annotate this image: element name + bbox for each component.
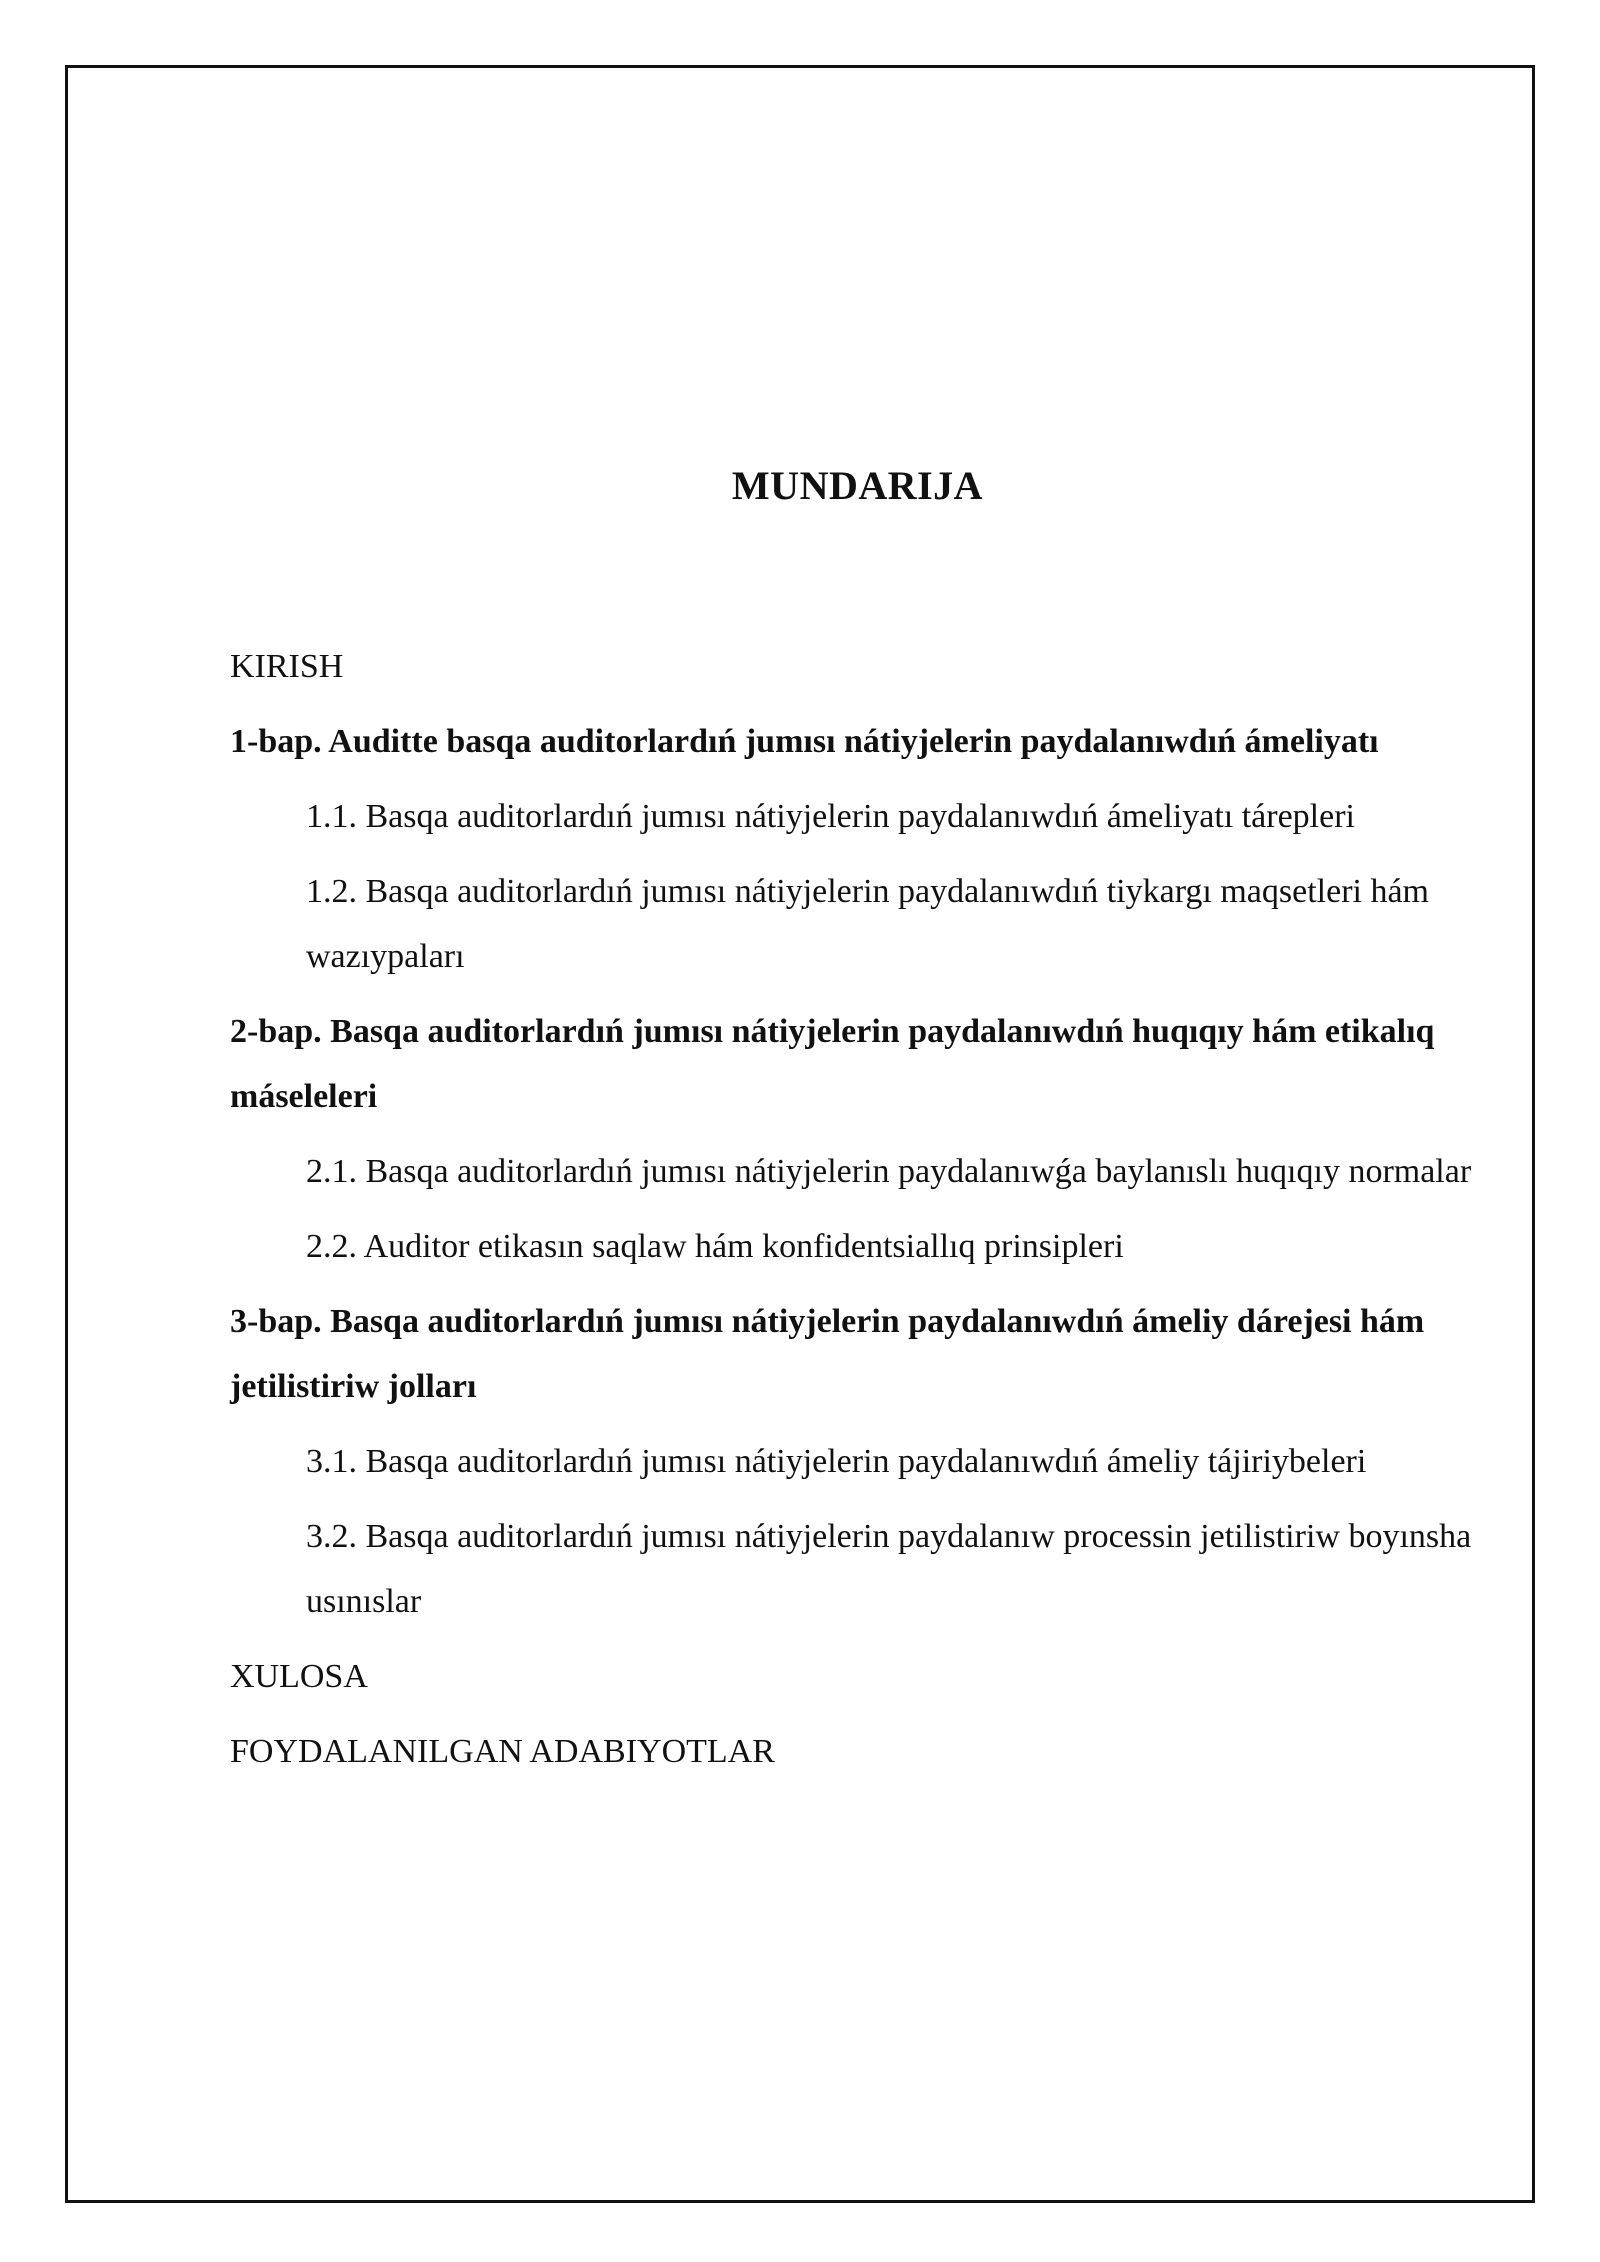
toc-chapter-3: 3-bap. Basqa auditorlardıń jumısı nátiyjelerin paydalanıwdıń ámeliy dárejesi hám jetilistiriw jolları — [230, 1303, 1425, 1405]
toc-section-2-2: 2.2. Auditor etikasın saqlaw hám konfidentsiallıq prinsipleri — [306, 1228, 1124, 1265]
toc-section-1-1: 1.1. Basqa auditorlardıń jumısı nátiyjelerin paydalanıwdıń ámeliyatı tárepleri — [306, 798, 1355, 835]
page-title: MUNDARIJA — [731, 463, 984, 508]
toc-section-2-1: 2.1. Basqa auditorlardıń jumısı nátiyjelerin paydalanıwǵa baylanıslı huqıqıy normalar — [306, 1153, 1472, 1190]
toc-section-1-2: 1.2. Basqa auditorlardıń jumısı nátiyjelerin paydalanıwdıń tiykargı maqsetleri hám wazıypaları — [306, 873, 1429, 975]
toc-section-3-1: 3.1. Basqa auditorlardıń jumısı nátiyjelerin paydalanıwdıń ámeliy tájiriybeleri — [306, 1443, 1367, 1480]
toc-entry-adabiyotlar: FOYDALANILGAN ADABIYOTLAR — [230, 1733, 775, 1770]
toc-chapter-1: 1-bap. Auditte basqa auditorlardıń jumısı nátiyjelerin paydalanıwdıń ámeliyatı — [230, 723, 1379, 760]
table-of-contents — [230, 634, 1490, 1794]
toc-entry-xulosa: XULOSA — [230, 1658, 368, 1695]
toc-entry-kirish: KIRISH — [230, 648, 344, 685]
toc-section-3-2: 3.2. Basqa auditorlardıń jumısı nátiyjelerin paydalanıw processin jetilistiriw boyınsha usınıslar — [306, 1518, 1472, 1620]
toc-chapter-2: 2-bap. Basqa auditorlardıń jumısı nátiyjelerin paydalanıwdıń huqıqıy hám etikalıq máseleleri — [230, 1013, 1435, 1115]
